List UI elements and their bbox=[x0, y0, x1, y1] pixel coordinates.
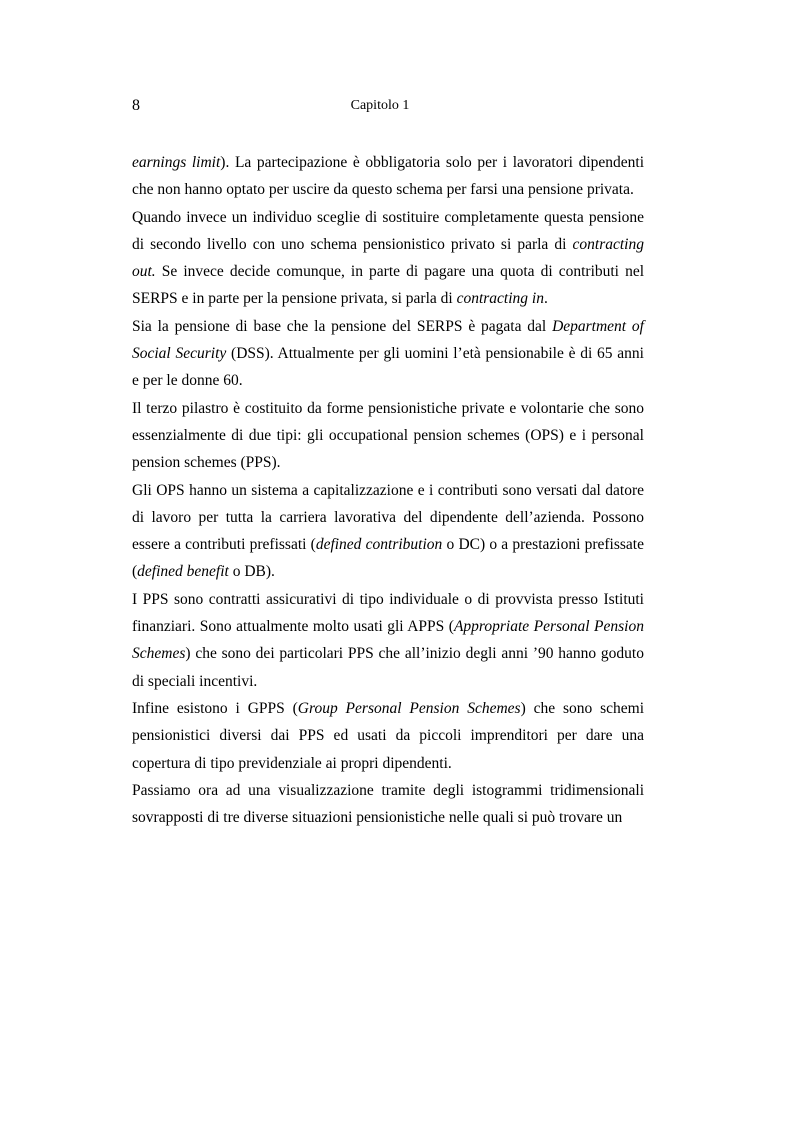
chapter-title: Capitolo 1 bbox=[350, 98, 410, 113]
paragraph bbox=[132, 777, 644, 832]
text-run: ). La partecipazione è obbligatoria solo per i lavoratori dipendenti che non hanno optato per uscire da questo schema per farsi una pensione privata. bbox=[132, 154, 645, 199]
paragraph bbox=[132, 477, 644, 586]
paragraph bbox=[132, 313, 644, 395]
italic-term: defined contribution bbox=[315, 536, 443, 554]
text-run: Quando invece un individuo sceglie di sostituire completamente questa pensione di secondo livello con uno schema pensionistico privato si parla di bbox=[132, 208, 644, 253]
italic-term: Appropriate Personal Pension Schemes bbox=[132, 618, 644, 663]
text-run: Gli OPS hanno un sistema a capitalizzazione e i contributi sono versati dal datore di lavoro per tutta la carriera lavorativa del dipendente dell’azienda. Possono essere a contributi prefissati ( bbox=[132, 481, 644, 554]
text-run: ) che sono schemi pensionistici diversi dai PPS ed usati da piccoli imprenditori per dare una copertura di tipo previdenziale ai propri dipendenti. bbox=[132, 699, 645, 772]
paragraph bbox=[132, 149, 644, 204]
text-run: Infine esistono i GPPS ( bbox=[132, 699, 298, 717]
italic-term: defined benefit bbox=[137, 563, 229, 581]
text-run: I PPS sono contratti assicurativi di tipo individuale o di provvista presso Istituti finanziari. Sono attualmente molto usati gli APPS ( bbox=[132, 590, 644, 636]
paragraph bbox=[132, 204, 644, 313]
italic-term: contracting out. bbox=[132, 235, 644, 281]
text-run: (DSS). Attualmente per gli uomini l’età pensionabile è di 65 anni e per le donne 60. bbox=[132, 345, 644, 390]
text-run: Se invece decide comunque, in parte di pagare una quota di contributi nel SERPS e in parte per la pensione privata, si parla di bbox=[132, 263, 644, 308]
text-run: Il terzo pilastro è costituito da forme pensionistiche private e volontarie che sono essenzialmente di due tipi: gli occupational pension schemes (OPS) e i personal pension schemes (PPS). bbox=[132, 399, 644, 472]
italic-term: earnings limit bbox=[132, 154, 221, 171]
text-run: . bbox=[543, 290, 548, 308]
text-run: o DB). bbox=[228, 563, 275, 581]
italic-term: Group Personal Pension Schemes bbox=[297, 699, 521, 717]
text-run: Passiamo ora ad una visualizzazione tramite degli istogrammi tridimensionali sovrapposti di tre diverse situazioni pensionistiche nelle quali si può trovare un bbox=[132, 781, 644, 827]
text-run: o DC) o a prestazioni prefissate ( bbox=[132, 536, 644, 581]
page-number: 8 bbox=[132, 97, 140, 114]
paragraph bbox=[132, 395, 644, 477]
paragraph bbox=[132, 586, 644, 695]
italic-term: Department of Social Security bbox=[132, 317, 644, 363]
italic-term: contracting in bbox=[456, 290, 544, 308]
paragraph bbox=[132, 695, 644, 777]
text-run: ) che sono dei particolari PPS che all’inizio degli anni ’90 hanno goduto di speciali incentivi. bbox=[132, 645, 644, 690]
body-text bbox=[132, 149, 644, 831]
text-run: Sia la pensione di base che la pensione del SERPS è pagata dal bbox=[132, 317, 553, 335]
